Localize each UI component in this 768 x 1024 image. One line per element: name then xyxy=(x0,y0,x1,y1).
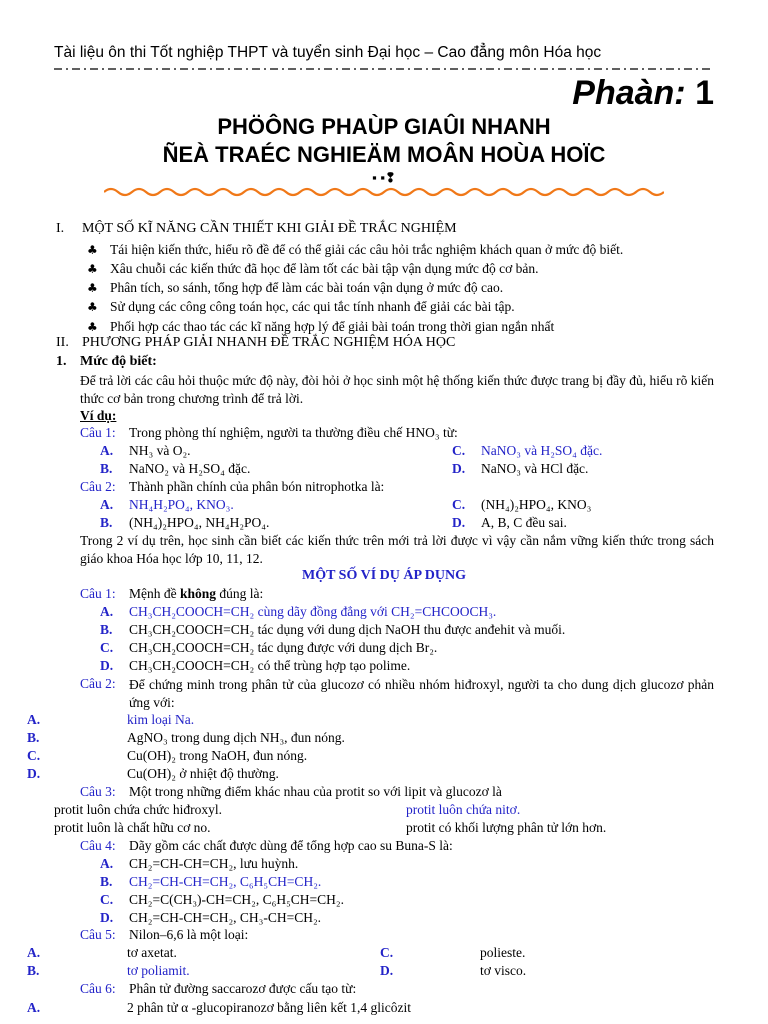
q4-option-b: CH₂=CH-CH=CH₂, C₆H₅CH=CH₂. xyxy=(129,874,322,889)
subsection1-num: 1. xyxy=(56,354,67,369)
intro-paragraph: Để trả lời các câu hỏi thuộc mức độ này, đòi hỏi ở học sinh một hệ thống kiến thức được trang bị đầy đủ, hiểu rõ kiến thức cơ bản trong chương trình để trả lời. xyxy=(80,373,714,406)
option-letter: D. xyxy=(452,515,466,530)
list-item: Xâu chuỗi các kiến thức đã học để làm tốt các bài tập vận dụng mức độ cơ bản. xyxy=(110,261,539,276)
q6-question: Phân tử đường saccarozơ được cấu tạo từ: xyxy=(129,981,357,996)
section2-title: PHƯƠNG PHÁP GIẢI NHANH ĐỀ TRẮC NGHIỆM HÓA HỌC xyxy=(82,335,456,350)
option-letter: A. xyxy=(100,443,114,458)
section1-num: I. xyxy=(56,221,65,236)
option-letter: A. xyxy=(100,497,114,512)
q1-option-c: CH₃CH₂COOCH=CH₂ tác dụng được với dung dịch Br₂. xyxy=(129,640,438,655)
q4-label: Câu 4: xyxy=(80,838,116,853)
page-title-line1: PHÖÔNG PHAÙP GIAÛI NHANH xyxy=(217,114,551,139)
note-paragraph: Trong 2 ví dụ trên, học sinh cần biết các kiến thức trên mới trả lời được vì vậy cần nắm vững kiến thức trong sách giáo khoa Hóa học lớp 10, 11, 12. xyxy=(80,533,714,566)
option-letter: C. xyxy=(380,945,394,960)
q4-question: Dãy gồm các chất được dùng để tổng hợp cao su Buna-S là: xyxy=(129,838,453,853)
q5-option-d: tơ visco. xyxy=(480,963,527,978)
q1-question xyxy=(129,586,263,602)
club-bullet-icon: ♣ xyxy=(87,262,98,276)
option-letter: D. xyxy=(100,658,114,673)
example2-option-d: A, B, C đều sai. xyxy=(481,515,567,530)
q2-option-d: Cu(OH)₂ ở nhiệt độ thường. xyxy=(127,766,279,781)
option-letter: A. xyxy=(27,712,41,727)
q5-option-b: tơ poliamit. xyxy=(127,963,190,978)
q3-label: Câu 3: xyxy=(80,784,116,799)
option-letter: D. xyxy=(452,461,466,476)
q1-text-post: đúng là: xyxy=(219,586,264,601)
club-bullet-icon: ♣ xyxy=(87,300,98,314)
part-label: Phaàn: xyxy=(572,74,686,112)
option-letter: D. xyxy=(380,963,394,978)
option-letter: C. xyxy=(100,640,114,655)
example1-option-a: NH₃ và O₂. xyxy=(129,443,191,458)
q3-option-a: protit luôn chứa chức hiđroxyl. xyxy=(54,802,222,817)
option-letter: D. xyxy=(27,766,41,781)
q3-question: Một trong những điểm khác nhau của protit so với lipit và glucozơ là xyxy=(129,784,502,799)
option-letter: B. xyxy=(100,622,113,637)
club-bullet-icon: ♣ xyxy=(87,281,98,295)
option-letter: A. xyxy=(100,856,114,871)
q5-question: Nilon–6,6 là một loại: xyxy=(129,927,249,942)
q1-text-pre: Mệnh đề xyxy=(129,586,177,601)
q2-option-c: Cu(OH)₂ trong NaOH, đun nóng. xyxy=(127,748,308,763)
option-letter: A. xyxy=(100,604,114,619)
example2-option-b: (NH₄)₂HPO₄, NH₄H₂PO₄. xyxy=(129,515,270,530)
q2-question: Để chứng minh trong phân tử của glucozơ có nhiều nhóm hiđroxyl, người ta cho dung dịch glucozơ phản ứng với: xyxy=(129,677,714,710)
club-bullet-icon: ♣ xyxy=(87,320,98,334)
title-ornament: ▪ ▪❢ xyxy=(372,170,396,185)
example1-option-b: NaNO₂ và H₂SO₄ đặc. xyxy=(129,461,251,476)
option-letter: B. xyxy=(100,515,113,530)
q2-option-a: kim loại Na. xyxy=(127,712,195,727)
example2-option-a: NH₄H₂PO₄, KNO₃. xyxy=(129,497,234,512)
option-letter: C. xyxy=(100,892,114,907)
option-letter: C. xyxy=(27,748,41,763)
option-letter: B. xyxy=(100,461,113,476)
list-item: Phân tích, so sánh, tổng hợp để làm các bài toán vận dụng ở mức độ cao. xyxy=(110,280,504,295)
list-item: Sử dụng các công công toán học, các qui tắc tính nhanh để giải các bài tập. xyxy=(110,299,515,314)
list-item: Phối hợp các thao tác các kĩ năng hợp lý để giải bài toán trong thời gian ngắn nhất xyxy=(110,319,555,334)
example2-question: Thành phần chính của phân bón nitrophotka là: xyxy=(129,479,385,494)
page-title-line2: ÑEÀ TRAÉC NGHIEÄM MOÂN HOÙA HOÏC xyxy=(162,142,606,167)
club-bullet-icon: ♣ xyxy=(87,243,98,257)
q5-label: Câu 5: xyxy=(80,927,116,942)
list-item: Tái hiện kiến thức, hiểu rõ đề để có thể giải các câu hỏi trắc nghiệm khách quan ở mức độ biết. xyxy=(110,242,624,257)
q3-option-b: protit luôn chứa nitơ. xyxy=(406,802,521,817)
example2-label: Câu 2: xyxy=(80,479,116,494)
q4-option-a: CH₂=CH-CH=CH₂, lưu huỳnh. xyxy=(129,856,299,871)
apply-section-title: MỘT SỐ VÍ DỤ ÁP DỤNG xyxy=(301,568,466,583)
wave-divider xyxy=(104,186,664,198)
q3-option-c: protit luôn là chất hữu cơ no. xyxy=(54,820,211,835)
section1-title: MỘT SỐ KĨ NĂNG CẦN THIẾT KHI GIẢI ĐỀ TRẮC NGHIỆM xyxy=(82,221,457,236)
q2-option-b: AgNO₃ trong dung dịch NH₃, đun nóng. xyxy=(127,730,345,745)
q1-text-bold: không xyxy=(180,586,217,601)
q5-option-c: polieste. xyxy=(480,945,526,960)
example1-label: Câu 1: xyxy=(80,425,116,440)
option-letter: B. xyxy=(100,874,113,889)
q1-option-b: CH₃CH₂COOCH=CH₂ tác dụng với dung dịch NaOH thu được anđehit và muối. xyxy=(129,622,566,637)
option-letter: A. xyxy=(27,945,41,960)
example1-question: Trong phòng thí nghiệm, người ta thường điều chế HNO₃ từ: xyxy=(129,425,458,440)
q4-option-c: CH₂=C(CH₃)-CH=CH₂, C₆H₅CH=CH₂. xyxy=(129,892,344,907)
option-letter: B. xyxy=(27,963,40,978)
subsection1-title: Mức độ biết: xyxy=(80,354,157,369)
q3-option-d: protit có khối lượng phân tử lớn hơn. xyxy=(406,820,607,835)
running-title: Tài liệu ôn thi Tốt nghiệp THPT và tuyển sinh Đại học – Cao đẳng môn Hóa học xyxy=(54,44,602,61)
example2-option-c: (NH₄)₂HPO₄, KNO₃ xyxy=(481,497,592,512)
option-letter: A. xyxy=(27,1000,41,1015)
example-label: Ví dụ: xyxy=(80,408,117,423)
option-letter: C. xyxy=(452,443,466,458)
q6-label: Câu 6: xyxy=(80,981,116,996)
q5-option-a: tơ axetat. xyxy=(127,945,177,960)
option-letter: C. xyxy=(452,497,466,512)
q1-option-d: CH₃CH₂COOCH=CH₂ có thể trùng hợp tạo polime. xyxy=(129,658,411,673)
part-number: 1 xyxy=(695,74,714,112)
example1-option-c: NaNO₃ và H₂SO₄ đặc. xyxy=(481,443,603,458)
part-heading xyxy=(572,74,714,113)
option-letter: D. xyxy=(100,910,114,925)
example1-option-d: NaNO₃ và HCl đặc. xyxy=(481,461,589,476)
q6-option-a: 2 phân tử α -glucopiranozơ bằng liên kết 1,4 glicôzit xyxy=(127,1000,411,1015)
q1-label: Câu 1: xyxy=(80,586,116,601)
q4-option-d: CH₂=CH-CH=CH₂, CH₃-CH=CH₂. xyxy=(129,910,322,925)
option-letter: B. xyxy=(27,730,40,745)
header-dash-dot-rule xyxy=(54,64,714,74)
q2-label: Câu 2: xyxy=(80,676,116,691)
q1-option-a: CH₃CH₂COOCH=CH₂ cùng dãy đồng đẳng với CH₂=CHCOOCH₃. xyxy=(129,604,497,619)
section2-num: II. xyxy=(56,335,69,350)
